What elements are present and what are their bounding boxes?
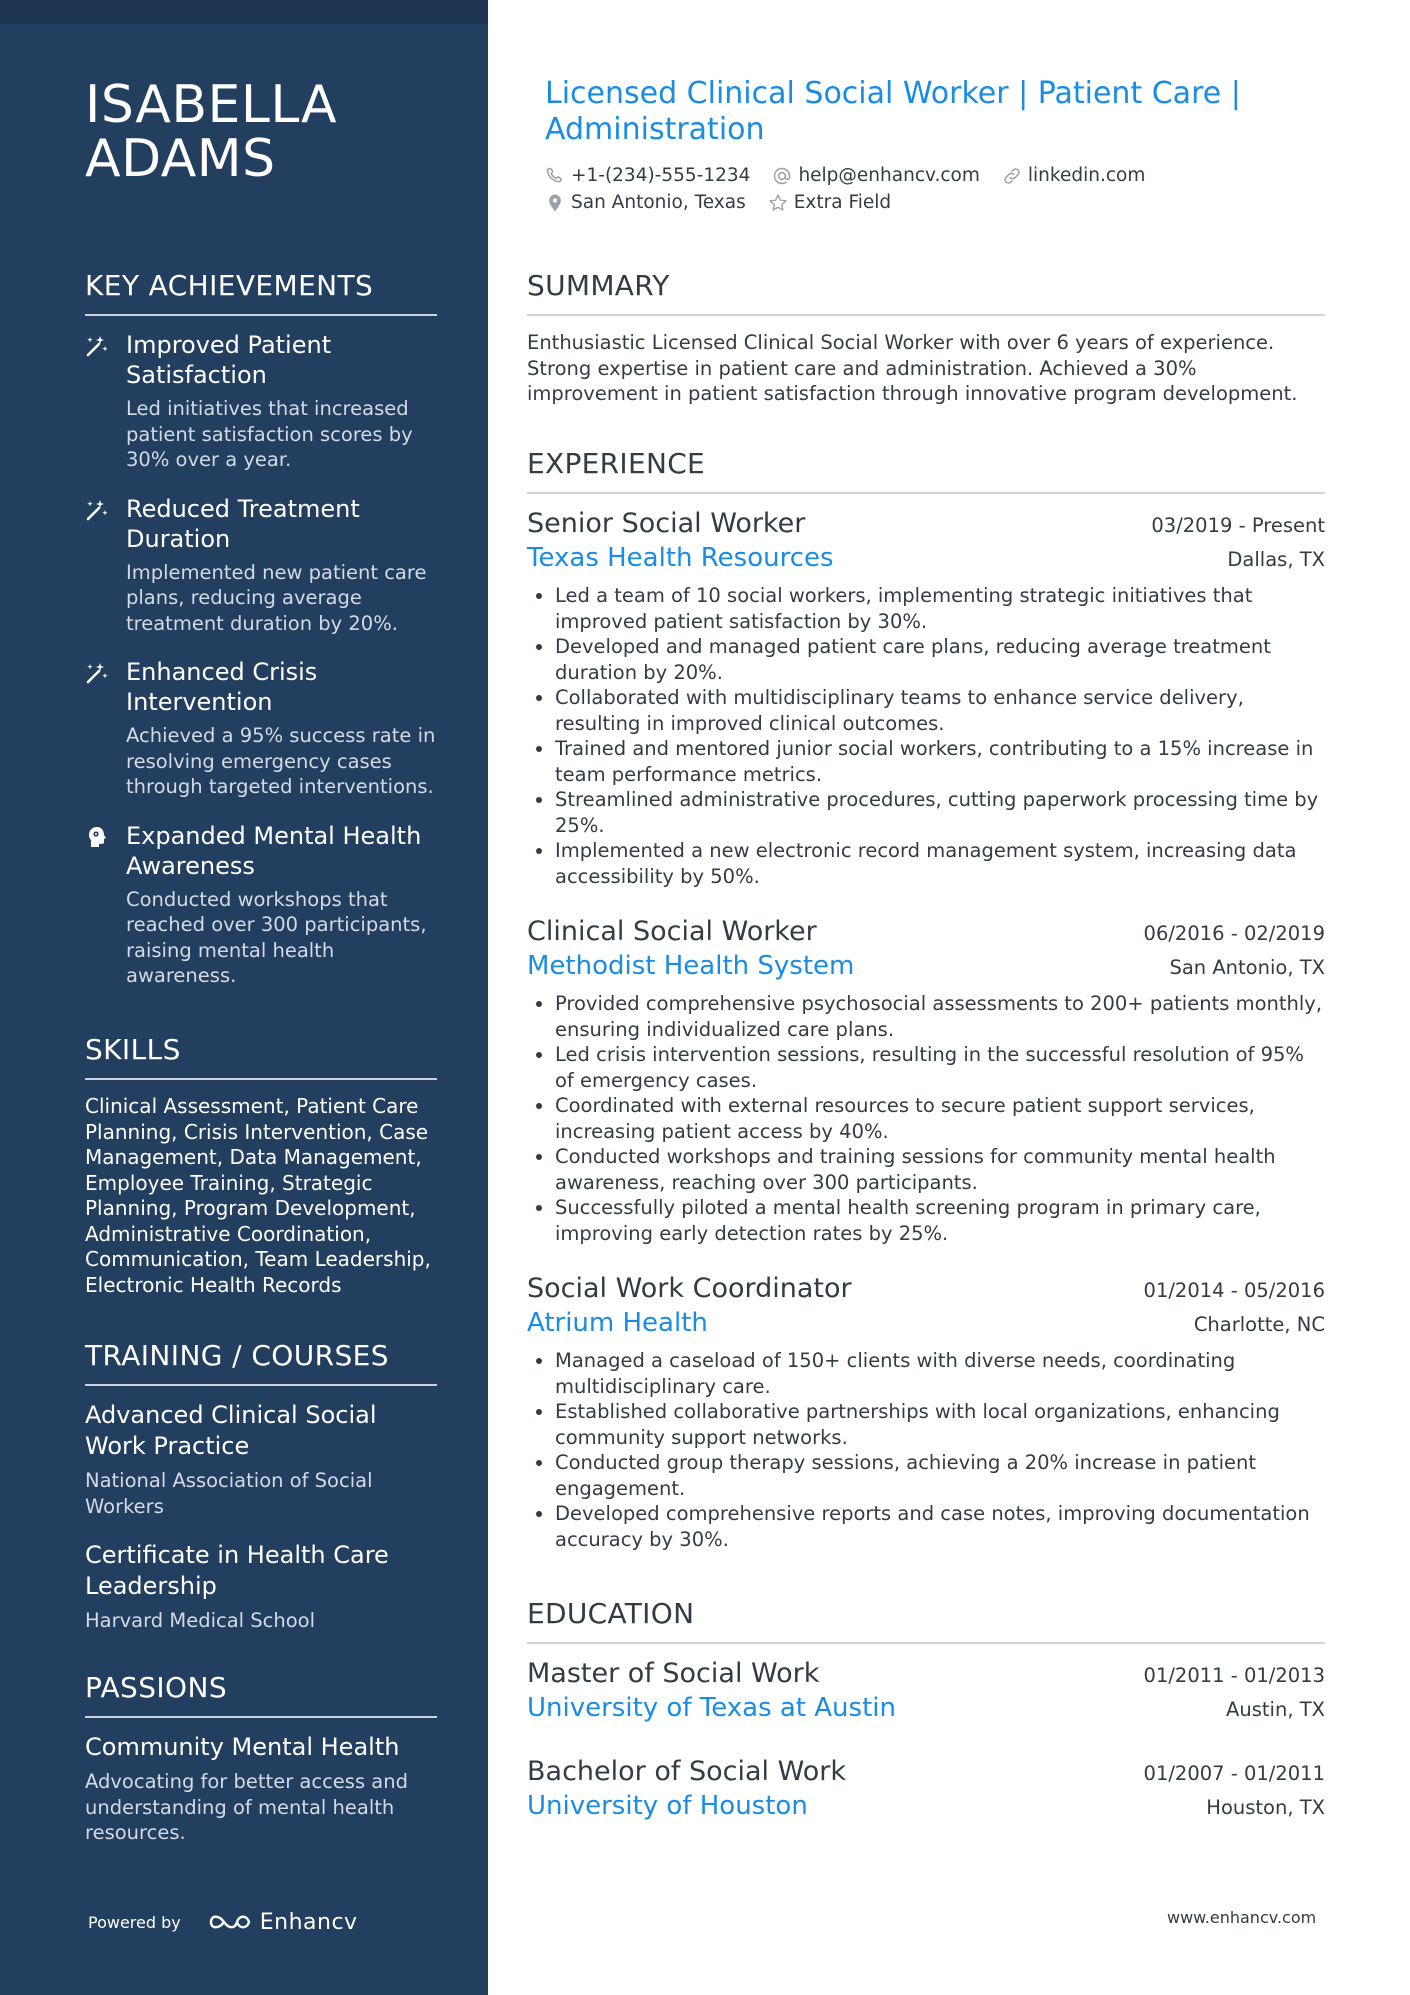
education-heading: EDUCATION xyxy=(527,1596,1325,1644)
wand-icon xyxy=(85,334,109,358)
job-bullet: Led a team of 10 social workers, implementing strategic initiatives that improved patient satisfaction by 30%. xyxy=(527,583,1325,634)
main-content xyxy=(527,0,1325,1995)
course-provider: Harvard Medical School xyxy=(85,1609,316,1632)
course-provider: National Association of Social Workers xyxy=(85,1469,373,1518)
degree: Bachelor of Social Work xyxy=(527,1756,846,1787)
wand-icon xyxy=(85,498,109,522)
phone-icon xyxy=(545,166,565,186)
job-bullet: Managed a caseload of 150+ clients with diverse needs, coordinating multidisciplinary care. xyxy=(527,1348,1325,1399)
star-icon xyxy=(768,193,788,213)
email-contact[interactable] xyxy=(772,165,979,186)
headline: Licensed Clinical Social Worker | Patient Care | Administration xyxy=(545,76,1241,147)
powered-by xyxy=(88,1905,358,1939)
extra-field-contact xyxy=(768,192,891,213)
job-bullet: Coordinated with external resources to secure patient support services, increasing patient access by 40%. xyxy=(527,1093,1325,1144)
brand-name: Enhancv xyxy=(259,1909,358,1935)
job-bullet: Developed and managed patient care plans, reducing average treatment duration by 20%. xyxy=(527,634,1325,685)
job-entry xyxy=(527,915,1325,1246)
school-name: University of Houston xyxy=(527,1791,808,1821)
achievement-desc: Implemented new patient care plans, reducing average treatment duration by 20%. xyxy=(126,560,427,635)
job-bullet: Collaborated with multidisciplinary teams to enhance service delivery, resulting in improved clinical outcomes. xyxy=(527,685,1325,736)
phone-contact[interactable] xyxy=(545,165,750,186)
job-location: Dallas, TX xyxy=(1227,548,1325,571)
linkedin-text: linkedin.com xyxy=(1027,165,1146,186)
location-contact xyxy=(545,192,746,213)
extra-field-text: Extra Field xyxy=(793,192,892,213)
education-dates: 01/2007 - 01/2011 xyxy=(1143,1762,1325,1785)
achievement-title: Enhanced Crisis Intervention xyxy=(126,658,318,716)
location-pin-icon xyxy=(545,193,565,213)
email-text: help@enhancv.com xyxy=(798,165,980,186)
job-bullet: Established collaborative partnerships with local organizations, enhancing community support networks. xyxy=(527,1399,1325,1450)
skills-list: Clinical Assessment, Patient Care Planning, Crisis Intervention, Case Management, Data Management, Employee Training, Strategic Planning, Program Development, Administrative Coordination, Communication, Team Leadership, Electronic Health Records xyxy=(85,1094,431,1297)
job-bullet: Conducted group therapy sessions, achieving a 20% increase in patient engagement. xyxy=(527,1450,1325,1501)
job-bullets xyxy=(527,1348,1325,1552)
skills-section xyxy=(85,1032,437,1298)
job-title: Social Work Coordinator xyxy=(527,1273,852,1304)
company-name: Methodist Health System xyxy=(527,951,855,981)
achievement-item xyxy=(85,657,437,800)
job-location: San Antonio, TX xyxy=(1169,956,1325,979)
candidate-name: ISABELLA ADAMS xyxy=(85,75,338,189)
achievement-desc: Achieved a 95% success rate in resolving emergency cases through targeted interventions. xyxy=(126,724,436,798)
enhancv-logo-icon xyxy=(207,1909,253,1935)
job-entry xyxy=(527,1272,1325,1552)
achievement-title: Reduced Treatment Duration xyxy=(126,494,360,553)
course-item xyxy=(85,1400,437,1519)
linkedin-contact[interactable] xyxy=(1002,165,1145,186)
passions-heading: PASSIONS xyxy=(85,1670,437,1718)
job-title: Clinical Social Worker xyxy=(527,916,817,947)
job-bullet: Developed comprehensive reports and case notes, improving documentation accuracy by 30%. xyxy=(527,1501,1325,1552)
achievement-item xyxy=(85,821,437,989)
degree: Master of Social Work xyxy=(527,1658,820,1689)
education-entry xyxy=(527,1755,1325,1823)
job-bullet: Provided comprehensive psychosocial assessments to 200+ patients monthly, ensuring individualized care plans. xyxy=(527,991,1325,1042)
training-section xyxy=(85,1338,437,1655)
footer-url[interactable]: www.enhancv.com xyxy=(1167,1908,1317,1927)
job-bullets xyxy=(527,991,1325,1246)
at-icon xyxy=(772,166,792,186)
school-name: University of Texas at Austin xyxy=(527,1693,896,1723)
phone-text: +1-(234)-555-1234 xyxy=(571,165,751,186)
contact-info xyxy=(545,162,1305,216)
achievement-desc: Led initiatives that increased patient satisfaction scores by 30% over a year. xyxy=(126,397,413,471)
location-text: San Antonio, Texas xyxy=(571,192,746,213)
head-icon xyxy=(85,825,109,849)
experience-heading: EXPERIENCE xyxy=(527,446,1325,494)
job-dates: 01/2014 - 05/2016 xyxy=(1143,1279,1325,1302)
education-entry xyxy=(527,1657,1325,1725)
brand-logo[interactable] xyxy=(207,1909,358,1935)
skills-heading: SKILLS xyxy=(85,1032,437,1080)
achievement-title: Expanded Mental Health Awareness xyxy=(126,821,422,880)
company-name: Atrium Health xyxy=(527,1308,708,1338)
job-location: Charlotte, NC xyxy=(1193,1313,1325,1336)
link-icon xyxy=(1002,166,1022,186)
job-bullet: Streamlined administrative procedures, cutting paperwork processing time by 25%. xyxy=(527,787,1325,838)
education-dates: 01/2011 - 01/2013 xyxy=(1143,1664,1325,1687)
job-dates: 06/2016 - 02/2019 xyxy=(1143,922,1325,945)
course-title: Advanced Clinical Social Work Practice xyxy=(85,1401,377,1460)
achievements-heading: KEY ACHIEVEMENTS xyxy=(85,268,437,316)
achievement-title: Improved Patient Satisfaction xyxy=(126,331,332,389)
achievements-section xyxy=(85,268,437,1010)
powered-by-label: Powered by xyxy=(88,1912,181,1932)
job-bullets xyxy=(527,583,1325,889)
job-bullet: Implemented a new electronic record management system, increasing data accessibility by 50%. xyxy=(527,838,1325,889)
passion-desc: Advocating for better access and understanding of mental health resources. xyxy=(85,1770,408,1844)
course-item xyxy=(85,1540,437,1634)
job-bullet: Trained and mentored junior social workers, contributing to a 15% increase in team performance metrics. xyxy=(527,736,1325,787)
job-entry xyxy=(527,507,1325,889)
wand-icon xyxy=(85,661,109,685)
education-location: Austin, TX xyxy=(1226,1698,1325,1721)
summary-heading: SUMMARY xyxy=(527,268,1325,316)
education-location: Houston, TX xyxy=(1206,1796,1325,1819)
passions-section xyxy=(85,1670,437,1846)
sidebar xyxy=(0,0,488,1995)
sidebar-top-bar xyxy=(0,0,488,24)
job-bullet: Successfully piloted a mental health screening program in primary care, improving early detection rates by 25%. xyxy=(527,1195,1325,1246)
job-bullet: Led crisis intervention sessions, resulting in the successful resolution of 95% of emergency cases. xyxy=(527,1042,1325,1093)
job-title: Senior Social Worker xyxy=(527,508,806,539)
achievement-desc: Conducted workshops that reached over 300 participants, raising mental health awareness. xyxy=(126,887,427,987)
achievement-item xyxy=(85,494,437,637)
job-bullet: Conducted workshops and training sessions for community mental health awareness, reaching over 300 participants. xyxy=(527,1144,1325,1195)
job-dates: 03/2019 - Present xyxy=(1151,514,1325,537)
course-title: Certificate in Health Care Leadership xyxy=(85,1541,389,1600)
summary-text: Enthusiastic Licensed Clinical Social Worker with over 6 years of experience. Strong expertise in patient care and administration. Achieved a 30% improvement in patient satisfaction through innovative program development. xyxy=(527,331,1298,405)
company-name: Texas Health Resources xyxy=(527,543,834,573)
achievement-item xyxy=(85,330,437,473)
training-heading: TRAINING / COURSES xyxy=(85,1338,437,1386)
passion-title: Community Mental Health xyxy=(85,1733,400,1761)
